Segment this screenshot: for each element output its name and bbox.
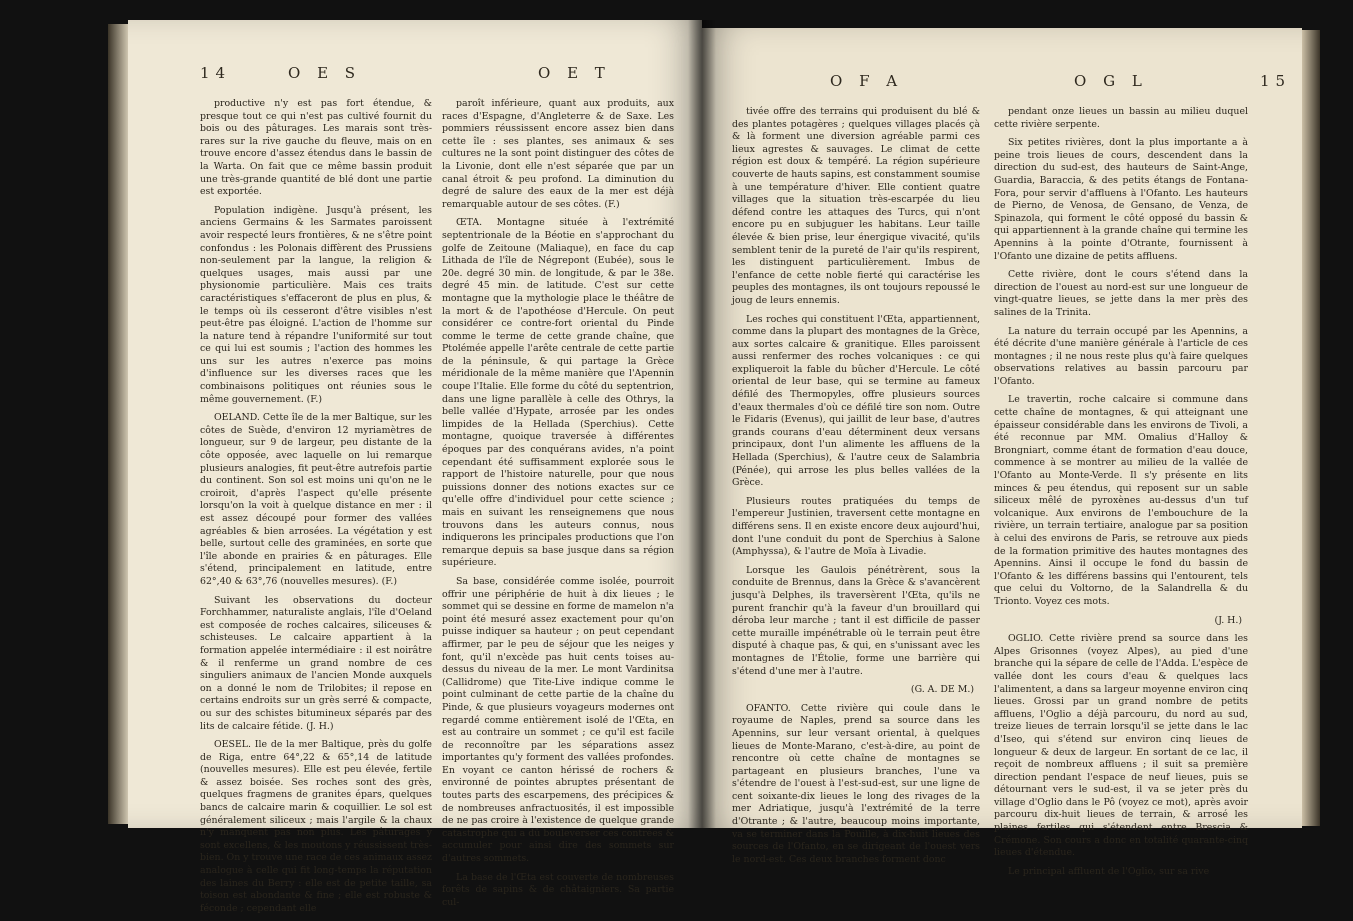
right-running-head-2: O G L (1074, 72, 1148, 90)
paragraph: Le travertin, roche calcaire si commune dans cette chaîne de montagnes, & qui atteignant une épaisseur considérable dans les environs de Tivoli, a été reconnue par MM. Omalius d'Halloy & Brongniart, comme étant de formation d'eau douce, commence à se montrer au milieu de la vallée de l'Ofanto au Monte-Verde. Il s'y présente en lits minces & peu étendus, qui reposent sur un sable siliceux mêlé de pyroxènes au-dessus d'un tuf volcanique. Aux environs de l'embouchure de la rivière, un terrain tertiaire, analogue par sa position à celui des environs de Paris, se retrouve aux pieds de la formation primitive des hautes montagnes des Apennins. Ainsi il occupe le fond du bassin de l'Ofanto & les différens bassins qui l'entourent, tels que celui du Voltorno, de la Salandrella & du Trionto. Voyez ces mots. (994, 394, 1248, 607)
paragraph: OGLIO. Cette rivière prend sa source dans les Alpes Grisonnes (voyez Alpes), au pied d'une branche qui la sépare de celle de l'Adda. L'espèce de vallée dont les cours d'eau & quelques lacs l'alimentent, a dans sa largeur moyenne environ cinq lieues. Grossi par un grand nombre de petits affluens, l'Oglio a déjà parcouru, du nord au sud, treize lieues de terrain lorsqu'il se jette dans le lac d'Iseo, qui s'étend sur environ cinq lieues de longueur & deux de largeur. En sortant de ce lac, il reçoit de nombreux affluens ; il suit sa première direction pendant l'espace de neuf lieues, puis se détournant vers le sud-est, il va se jeter près du village d'Oglio dans le Pô (voyez ce mot), après avoir parcouru dix-huit lieues de terrain, & arrosé les plaines fertiles qui s'étendent entre Brescia & Crémone. Son cours a donc en totalité quarante-cinq lieues d'étendue. (994, 633, 1248, 859)
paragraph: OFANTO. Cette rivière qui coule dans le royaume de Naples, prend sa source dans les Apennins, sur leur versant oriental, à quelques lieues de Monte-Marano, c'est-à-dire, au point de rencontre où cette chaîne de montagnes se partageant en plusieurs branches, l'une va s'étendre de l'ouest à l'est-sud-est, sur une ligne de cent soixante-dix lieues le long des rivages de la mer Adriatique, jusqu'à l'extrémité de la terre d'Otrante ; & l'autre, beaucoup moins importante, va se terminer dans la Pouille, à dix-huit lieues des sources de l'Ofanto, en se dirigeant de l'ouest vers le nord-est. Ces deux branches forment donc (732, 702, 980, 865)
paragraph: Lorsque les Gaulois pénétrèrent, sous la conduite de Brennus, dans la Grèce & s'avancèrent jusqu'à Delphes, ils traversèrent l'Œta, qu'ils ne purent franchir qu'à la faveur d'un brouillard qui déroba leur marche ; tant il est difficile de passer cette muraille impénétrable où le terrain peut être disputé à chaque pas, & qui, en s'unissant avec les montagnes de l'Étolie, forme une barrière qui s'étend d'une mer à l'autre. (732, 564, 980, 677)
paragraph: La nature du terrain occupé par les Apennins, a été décrite d'une manière générale à l'article de ces montagnes ; il ne nous reste plus qu'à faire quelques observations relatives au bassin parcouru par l'Ofanto. (994, 325, 1248, 387)
right-page (702, 28, 1302, 877)
book-spine-shadow (688, 20, 716, 828)
paragraph: Les roches qui constituent l'Œta, appartiennent, comme dans la plupart des montagnes de la Grèce, aux sortes calcaire & granitique. Elles paroissent aussi renfermer des roches volcaniques : ce qui expliqueroit la fable du bûcher d'Hercule. Le côté oriental de leur base, qui se termine au fameux défilé des Thermopyles, offre plusieurs sources d'eaux thermales d'où ce défilé tire son nom. Outre le Fidaris (Evenus), qui jaillit de leur base, d'autres grands courans d'eau déterminent deux versans principaux, dont l'un alimente les affluens de la Hellada (Sperchius), & l'autre ceux de Salambria (Pénée), qui arrose les plus belles vallées de la Grèce. (732, 313, 980, 489)
right-page-number: 15 (1260, 72, 1292, 90)
right-page-edge (1302, 30, 1320, 826)
paragraph: tivée offre des terrains qui produisent du blé & des plantes potagères ; quelques villages placés çà & là forment une diversion agréable parmi ces lieux agrestes & sauvages. Le climat de cette région est doux & tempéré. La région supérieure couverte de hauts sapins, est constamment soumise à une température d'hiver. Elle contient quatre villages que la situation très-escarpée du lieu défend contre les attaques des Turcs, qui n'ont encore pu en subjuguer les habitans. Leur taille élevée & bien prise, leur énergique vivacité, qu'ils semblent tenir de la pureté de l'air qu'ils respirent, les distinguent particulièrement. Imbus de l'enfance de cette noble fierté qui caractérise les peuples des montagnes, ils ont toujours repoussé le joug de leurs ennemis. (732, 106, 980, 306)
paragraph: ŒTA. Montagne située à l'extrémité septentrionale de la Béotie en s'approchant du golfe de Zeitoune (Maliaque), en face du cap Lithada de l'île de Négrepont (Eubée), sous le 20e. degré 30 min. de longitude, & par le 38e. degré 45 min. de latitude. C'est sur cette montagne que la mythologie place le théâtre de la mort & de l'apothéose d'Hercule. On peut considérer ce contre-fort oriental du Pinde comme le terme de cette grande chaîne, que Ptolémée appelle l'arête centrale de cette partie de la péninsule, & qui partage la Grèce méridionale de la même manière que l'Apennin coupe l'Italie. Elle forme du côté du septentrion, dans une ligne parallèle à celle des Othrys, la belle vallée d'Hypate, arrosée par les ondes limpides de la Hellada (Sperchius). Cette montagne, quoique traversée à différentes époques par des conquérans avides, n'a point cependant été suffisamment explorée sous le rapport de l'histoire naturelle, pour que nous puissions donner des notions exactes sur ce qu'elle offre d'individuel pour cette science ; mais en suivant les renseignemens que nous trouvons dans les auteurs connus, nous indiquerons les principales productions que l'on remarque depuis sa base jusque dans sa région supérieure. (442, 217, 674, 569)
paragraph: Cette rivière, dont le cours s'étend dans la direction de l'ouest au nord-est sur une longueur de vingt-quatre lieues, se jette dans la mer près des salines de la Trinita. (994, 269, 1248, 318)
paragraph: productive n'y est pas fort étendue, & presque tout ce qui n'est pas cultivé fournit du bois ou des pâturages. Les marais sont très-rares sur la rive gauche du fleuve, mais on en trouve encore d'assez étendus dans le bassin de la Warta. On fait que ce même bassin produit une très-grande quantité de blé dont une partie est exportée. (200, 98, 432, 198)
paragraph: Plusieurs routes pratiquées du temps de l'empereur Justinien, traversent cette montagne en différens sens. Il en existe encore deux aujourd'hui, dont l'une conduit du pont de Sperchius à Salone (Amphyssa), & l'autre de Moïa à Livadie. (732, 495, 980, 558)
paragraph: La base de l'Œta est couverte de nombreuses forêts de sapins & de châtaigniers. Sa partie cul- (442, 871, 674, 908)
paragraph: Six petites rivières, dont la plus importante a à peine trois lieues de cours, descendent dans la direction du sud-est, des hauteurs de Saint-Ange, Guardia, Baraccia, & des petits étangs de Fontana-Fora, pour servir d'affluens à l'Ofanto. Les hauteurs de Pierno, de Venosa, de Gensano, de Venza, de Spinazola, qui forment le côté opposé du bassin & qui appartiennent à la grande chaîne qui termine les Apennins à la pointe d'Otrante, fournissent à l'Ofanto une dizaine de petits affluens. (994, 137, 1248, 262)
left-column-1 (200, 98, 432, 921)
right-running-head-1: O F A (830, 72, 904, 90)
paragraph: Sa base, considérée comme isolée, pourroit offrir une périphérie de huit à dix lieues ; le sommet qui se dessine en forme de mamelon n'a point été mesuré assez exactement pour qu'on puisse indiquer sa hauteur ; on peut cependant affirmer, par le peu de séjour que les neiges y font, qu'il n'excède pas huit cents toises au-dessus du niveau de la mer. Le mont Vardinitsa (Callidrome) que Tite-Live indique comme le point culminant de cette partie de la chaîne du Pinde, & que plusieurs voyageurs modernes ont regardé comme entièrement isolé de l'Œta, en est au contraire un sommet ; ce qu'il est facile de reconnoître par les séparations assez importantes qu'y forment des vallées profondes. En voyant ce canton hérissé de rochers & environné de pointes abruptes présentant de toutes parts des escarpemens, des précipices & de nombreuses anfractuosités, il est impossible de ne pas croire à l'existence de quelque grande catastrophe qui a dû bouleverser ces contrées & accumuler pour ainsi dire des sommets sur d'autres sommets. (442, 575, 674, 865)
left-running-head-2: O E T (538, 64, 611, 82)
left-running-head-1: O E S (288, 64, 362, 82)
left-page (128, 20, 702, 914)
left-page-number: 14 (200, 64, 232, 82)
author-signature: (G. A. DE M.) (910, 684, 974, 696)
right-column-1 (732, 106, 980, 872)
right-column-2 (994, 106, 1248, 884)
paragraph: paroît inférieure, quant aux produits, aux races d'Espagne, d'Angleterre & de Saxe. Les pommiers réussissent encore assez bien dans cette île : ses plantes, ses animaux & ses cultures ne la sont point distinguer des côtes de la Livonie, dont elle n'est séparée que par un canal étroit & peu profond. La diminution du degré de salure des eaux de la mer est déjà remarquable autour de ses côtes. (F.) (442, 98, 674, 210)
left-page-edge (108, 24, 128, 824)
paragraph: Population indigène. Jusqu'à présent, les anciens Germains & les Sarmates paroissent avoir respecté leurs frontières, & ne s'être point confondus : les Polonais diffèrent des Prussiens non-seulement par la langue, la religion & quelques usages, mais aussi par une physionomie particulière. Mais ces traits caractéristiques s'effaceront de plus en plus, & le temps où ils cesseront d'être visibles n'est peut-être pas éloigné. L'action de l'homme sur la nature tend à répandre l'uniformité sur tout ce qui lui est soumis ; l'action des hommes les uns sur les autres n'exerce pas moins d'influence sur les diverses races que les combinaisons politiques ont réunies sous le même gouvernement. (F.) (200, 204, 432, 405)
paragraph: OELAND. Cette île de la mer Baltique, sur les côtes de Suède, d'environ 12 myriamètres de longueur, sur 9 de largeur, peu distante de la côte opposée, avec laquelle on lui remarque plusieurs analogies, fit peut-être autrefois partie du continent. Son sol est moins uni qu'on ne le croiroit, d'après l'aspect qu'elle présente lorsqu'on la voit à quelque distance en mer : il est assez découpé pour former des vallées agréables & bien arrosées. La végétation y est belle, surtout celle des graminées, en sorte que l'île abonde en prairies & en pâturages. Elle s'étend, principalement en latitude, entre 62°,40 & 63°,76 (nouvelles mesures). (F.) (200, 412, 432, 587)
left-column-2 (442, 98, 674, 915)
author-signature: (J. H.) (1214, 614, 1242, 626)
paragraph: Suivant les observations du docteur Forchhammer, naturaliste anglais, l'île d'Oeland est composée de roches calcaires, siliceuses & schisteuses. Le calcaire appartient à la formation appelée intermédiaire : il est noirâtre & il renferme un grand nombre de ces singuliers animaux de l'ancien Monde auxquels on a donné le nom de Trilobites; il repose en certains endroits sur un grès serré & compacte, ou sur des schistes bitumineux séparés par des lits de calcaire fétide. (J. H.) (200, 594, 432, 732)
paragraph: Le principal affluent de l'Oglio, sur sa rive (1008, 865, 1210, 877)
paragraph: OESEL. Ile de la mer Baltique, près du golfe de Riga, entre 64°,22 & 65°,14 de latitude (nouvelles mesures). Elle est peu élevée, fertile & assez boisée. Ses roches sont des grès, quelques fragmens de granites épars, quelques bancs de calcaire marin & coquillier. Le sol est généralement siliceux ; mais l'argile & la chaux n'y manquent pas non plus. Les pâturages y sont excellens, & les moutons y réussissent très-bien. On y trouve une race de ces animaux assez analogue à celle qui fit long-temps la réputation des laines du Berry : elle est de petite taille, sa toison est abondante & fine ; elle est robuste & féconde ; cependant elle (200, 739, 432, 914)
paragraph: pendant onze lieues un bassin au milieu duquel cette rivière serpente. (994, 106, 1248, 130)
